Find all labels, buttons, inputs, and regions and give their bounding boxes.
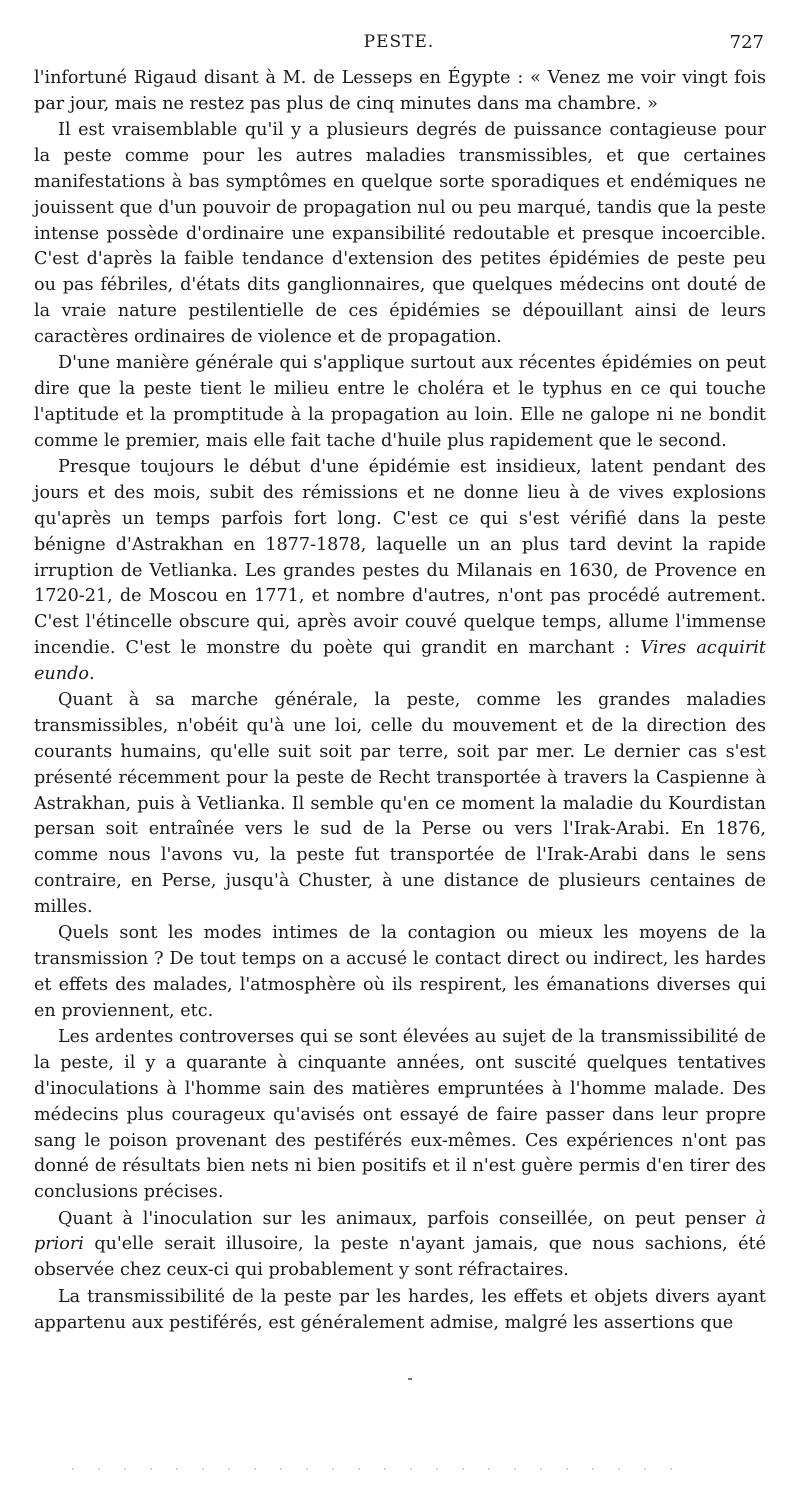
paragraph-propagation-comparison: D'une manière générale qui s'applique surtout aux récentes épidémies on peut dire que la peste tient le milieu entre le choléra et le typhus en ce qui touche l'aptitude et la promptitude à la propagation au loin. Elle ne galope ni ne bondit comme le premier, mais elle fait tache d'huile plus rapidement que le second. <box>34 353 766 451</box>
paragraph-animal-inoculation <box>34 1207 766 1285</box>
paragraph-text: Quant à l'inoculation sur les animaux, parfois conseillée, on peut penser <box>58 1208 756 1229</box>
paragraph-text: Presque toujours le début d'une épidémie est insidieux, latent pendant des jours et des mois, subit des rémissions et ne donne lieu à de vives explosions qu'après un temps parfois fort long. C'est ce qui s'est vérifié dans la peste bénigne d'Astrakhan en 1877-1878, laquelle un an plus tard devint la rapide irruption de Vetlianka. Les grandes pestes du Milanais en 1630, de Provence en 1720-21, de Moscou en 1771, et nombre d'autres, n'ont pas procédé autrement. C'est l'étincelle obscure qui, après avoir couvé quelque temps, allume l'immense incendie. C'est le monstre du poète qui grandit en marchant : <box>34 457 766 659</box>
paragraph-transmission-by-clothing: La transmissibilité de la peste par les hardes, les effets et objets divers ayant appartenu aux pestiférés, est généralement admise, malgré les assertions que <box>34 1286 766 1333</box>
paragraph-general-course: Quant à sa marche générale, la peste, comme les grandes maladies transmissibles, n'obéit qu'à une loi, celle du mouvement et de la direction des courants humains, qu'elle suit soit par terre, soit par mer. Le dernier cas s'est présenté récemment pour la peste de Recht transportée à travers la Caspienne à Astrakhan, puis à Vetlianka. Il semble qu'en ce moment la maladie du Kourdistan persan soit entraînée vers le sud de la Perse ou vers l'Irak-Arabi. En 1876, comme nous l'avons vu, la peste fut transportée de l'Irak-Arabi dans le sens contraire, en Perse, jusqu'à Chuster, à une distance de plusieurs centaines de milles. <box>34 690 766 917</box>
running-title: PESTE. <box>363 32 435 52</box>
paragraph-inoculation-controversies: Les ardentes controverses qui se sont élevées au sujet de la transmissibilité de la peste, il y a quarante à cinquante années, ont suscité quelques tentatives d'inoculations à l'homme sain des matières empruntées à l'homme malade. Des médecins plus courageux qu'avisés ont essayé de faire passer dans leur propre sang le poison provenant des pestiférés eux-mêmes. Ces expériences n'ont pas donné de résultats bien nets ni bien positifs et il n'est guère permis d'en tirer des conclusions précises. <box>34 1027 766 1203</box>
paragraph-continuation: l'infortuné Rigaud disant à M. de Lesseps en Égypte : « Venez me voir vingt fois par jour, mais ne restez pas plus de cinq minutes dans ma chambre. » <box>34 68 766 114</box>
scan-noise <box>60 1468 680 1470</box>
body-text <box>34 66 766 1336</box>
page-number: 727 <box>729 32 764 53</box>
paragraph-modes-of-contagion: Quels sont les modes intimes de la contagion ou mieux les moyens de la transmission ? De tout temps on a accusé le contact direct ou indirect, les hardes et effets des malades, l'atmosphère où ils respirent, les émanations diverses qui en proviennent, etc. <box>34 923 766 1021</box>
paragraph-text: . <box>88 663 95 684</box>
scan-mark <box>408 1378 412 1380</box>
paragraph-contagious-power: Il est vraisemblable qu'il y a plusieurs degrés de puissance contagieuse pour la peste comme pour les autres maladies transmissibles, et que certaines manifestations à bas symptômes en quelque sorte sporadiques et endémiques ne jouissent que d'un pouvoir de propagation nul ou peu marqué, tandis que la peste intense possède d'ordinaire une expansibilité redoutable et presque incoercible. C'est d'après la faible tendance d'extension des petites épidémies de peste peu ou pas fébriles, d'états dits ganglionnaires, que quelques médecins ont douté de la vraie nature pestilentielle de ces épidémies se dépouillant ainsi de leurs caractères ordinaires de violence et de propagation. <box>34 120 766 347</box>
running-head <box>34 32 764 56</box>
latin-quote: Vires acquirit eundo <box>34 638 766 684</box>
paragraph-epidemic-onset <box>34 455 766 688</box>
paragraph-text: qu'elle serait illusoire, la peste n'ayant jamais, que nous sachions, été observée chez ceux-ci qui probablement y sont réfractaires. <box>34 1234 766 1281</box>
italic-term: à priori <box>34 1208 766 1255</box>
